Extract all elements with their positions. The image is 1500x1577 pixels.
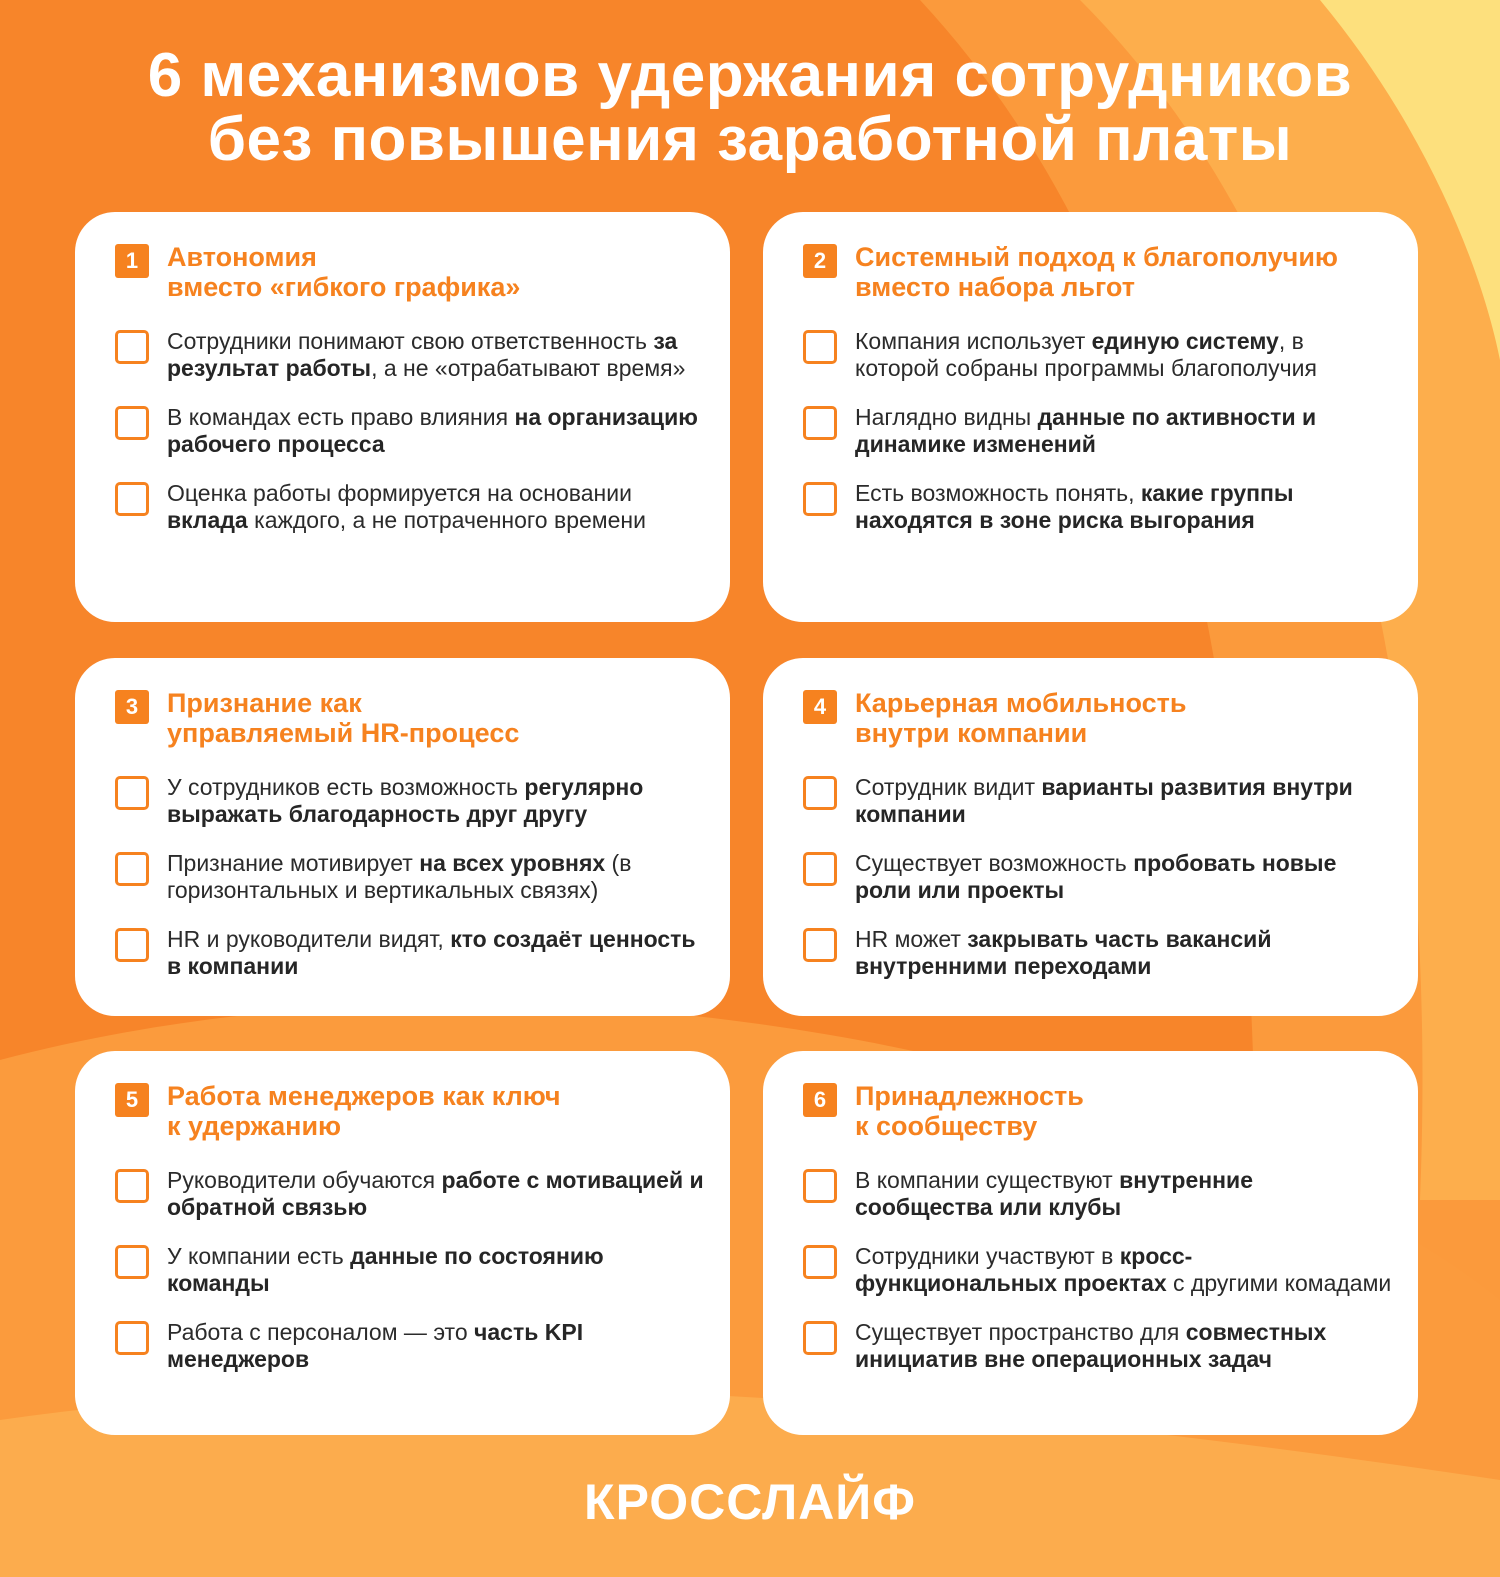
card-title-line-1: Работа менеджеров как ключ: [167, 1081, 561, 1111]
item-text: Сотрудники понимают свою ответственность за результат работы, а не «отрабатывают время»: [167, 328, 686, 381]
card-title: [855, 1081, 1084, 1141]
card-title: [855, 242, 1338, 302]
checkbox-icon[interactable]: [803, 1245, 837, 1279]
item-text: Наглядно видны данные по активности и динамике изменений: [855, 404, 1317, 457]
card-header: [115, 1081, 706, 1141]
checkbox-icon[interactable]: [803, 330, 837, 364]
card-number-badge: 1: [115, 244, 149, 278]
item-text: Компания использует единую систему, в которой собраны программы благополучия: [855, 328, 1317, 381]
item-text: Существует пространство для совместных инициатив вне операционных задач: [855, 1319, 1327, 1372]
title-line-1: 6 механизмов удержания сотрудников: [147, 41, 1353, 110]
card-title: [167, 688, 519, 748]
checkbox-icon[interactable]: [115, 928, 149, 962]
checklist-item: [115, 480, 706, 534]
page-title: [0, 41, 1500, 174]
checkbox-icon[interactable]: [803, 928, 837, 962]
checklist-item: [803, 328, 1394, 382]
card-number-badge: 4: [803, 690, 837, 724]
card-title-line-2: к сообществу: [855, 1111, 1038, 1141]
card-title-line-2: вместо набора льгот: [855, 272, 1135, 302]
card-autonomy: [75, 212, 730, 622]
item-text: У сотрудников есть возможность регулярно выражать благодарность друг другу: [167, 774, 644, 827]
checklist-item: [803, 850, 1394, 904]
checkbox-icon[interactable]: [803, 1169, 837, 1203]
checklist-item: [803, 774, 1394, 828]
brand-logo-text: КРОССЛАЙФ: [584, 1474, 916, 1530]
item-text: В компании существуют внутренние сообщества или клубы: [855, 1167, 1253, 1220]
checkbox-icon[interactable]: [115, 1321, 149, 1355]
checklist: [115, 328, 706, 534]
card-recognition: [75, 658, 730, 1016]
card-header: [115, 242, 706, 302]
checkbox-icon[interactable]: [803, 406, 837, 440]
card-number-badge: 3: [115, 690, 149, 724]
checkbox-icon[interactable]: [115, 330, 149, 364]
item-text: Сотрудники участвуют в кросс-функциональных проектах с другими комадами: [855, 1243, 1392, 1296]
card-title: [167, 242, 520, 302]
card-title-line-1: Карьерная мобильность: [855, 688, 1187, 718]
card-number-badge: 2: [803, 244, 837, 278]
checklist-item: [115, 404, 706, 458]
item-text: В командах есть право влияния на организацию рабочего процесса: [167, 404, 698, 457]
card-community: [763, 1051, 1418, 1435]
checklist-item: [115, 926, 706, 980]
card-wellbeing: [763, 212, 1418, 622]
item-text: Работа с персоналом — это часть KPI менеджеров: [167, 1319, 584, 1372]
checklist: [115, 1167, 706, 1373]
card-header: [803, 688, 1394, 748]
card-title-line-2: внутри компании: [855, 718, 1088, 748]
item-text: Сотрудник видит варианты развития внутри компании: [855, 774, 1353, 827]
title-line-2: без повышения заработной платы: [207, 105, 1293, 174]
card-title-line-1: Системный подход к благополучию: [855, 242, 1338, 272]
checkbox-icon[interactable]: [803, 776, 837, 810]
checkbox-icon[interactable]: [803, 852, 837, 886]
checkbox-icon[interactable]: [803, 1321, 837, 1355]
card-title-line-1: Принадлежность: [855, 1081, 1084, 1111]
checklist: [115, 774, 706, 980]
card-title-line-1: Автономия: [167, 242, 317, 272]
checkbox-icon[interactable]: [115, 776, 149, 810]
card-title-line-2: управляемый HR-процесс: [167, 718, 520, 748]
checkbox-icon[interactable]: [115, 482, 149, 516]
card-title-line-1: Признание как: [167, 688, 362, 718]
item-text: Признание мотивирует на всех уровнях (в горизонтальных и вертикальных связях): [167, 850, 632, 903]
card-career-mobility: [763, 658, 1418, 1016]
item-text: Руководители обучаются работе с мотивацией и обратной связью: [167, 1167, 704, 1220]
checklist-item: [115, 328, 706, 382]
item-text: HR может закрывать часть вакансий внутренними переходами: [855, 926, 1272, 979]
card-title: [167, 1081, 561, 1141]
checklist-item: [803, 404, 1394, 458]
checklist-item: [115, 850, 706, 904]
checklist: [803, 1167, 1394, 1373]
checklist-item: [803, 926, 1394, 980]
checklist-item: [115, 1319, 706, 1373]
card-title-line-2: к удержанию: [167, 1111, 342, 1141]
checklist: [803, 328, 1394, 534]
checklist-item: [115, 1243, 706, 1297]
card-number-badge: 6: [803, 1083, 837, 1117]
checkbox-icon[interactable]: [115, 852, 149, 886]
checkbox-icon[interactable]: [115, 406, 149, 440]
checkbox-icon[interactable]: [803, 482, 837, 516]
checklist-item: [115, 774, 706, 828]
card-title-line-2: вместо «гибкого графика»: [167, 272, 521, 302]
item-text: HR и руководители видят, кто создаёт ценность в компании: [167, 926, 696, 979]
checklist: [803, 774, 1394, 980]
checklist-item: [803, 1243, 1394, 1297]
card-title: [855, 688, 1186, 748]
checklist-item: [803, 1167, 1394, 1221]
checklist-item: [803, 480, 1394, 534]
item-text: У компании есть данные по состоянию команды: [167, 1243, 604, 1296]
checklist-item: [803, 1319, 1394, 1373]
checkbox-icon[interactable]: [115, 1169, 149, 1203]
card-managers: [75, 1051, 730, 1435]
item-text: Существует возможность пробовать новые роли или проекты: [855, 850, 1337, 903]
checkbox-icon[interactable]: [115, 1245, 149, 1279]
checklist-item: [115, 1167, 706, 1221]
card-header: [803, 242, 1394, 302]
item-text: Есть возможность понять, какие группы находятся в зоне риска выгорания: [855, 480, 1294, 533]
card-header: [803, 1081, 1394, 1141]
card-header: [115, 688, 706, 748]
item-text: Оценка работы формируется на основании вклада каждого, а не потраченного времени: [167, 480, 646, 533]
card-number-badge: 5: [115, 1083, 149, 1117]
